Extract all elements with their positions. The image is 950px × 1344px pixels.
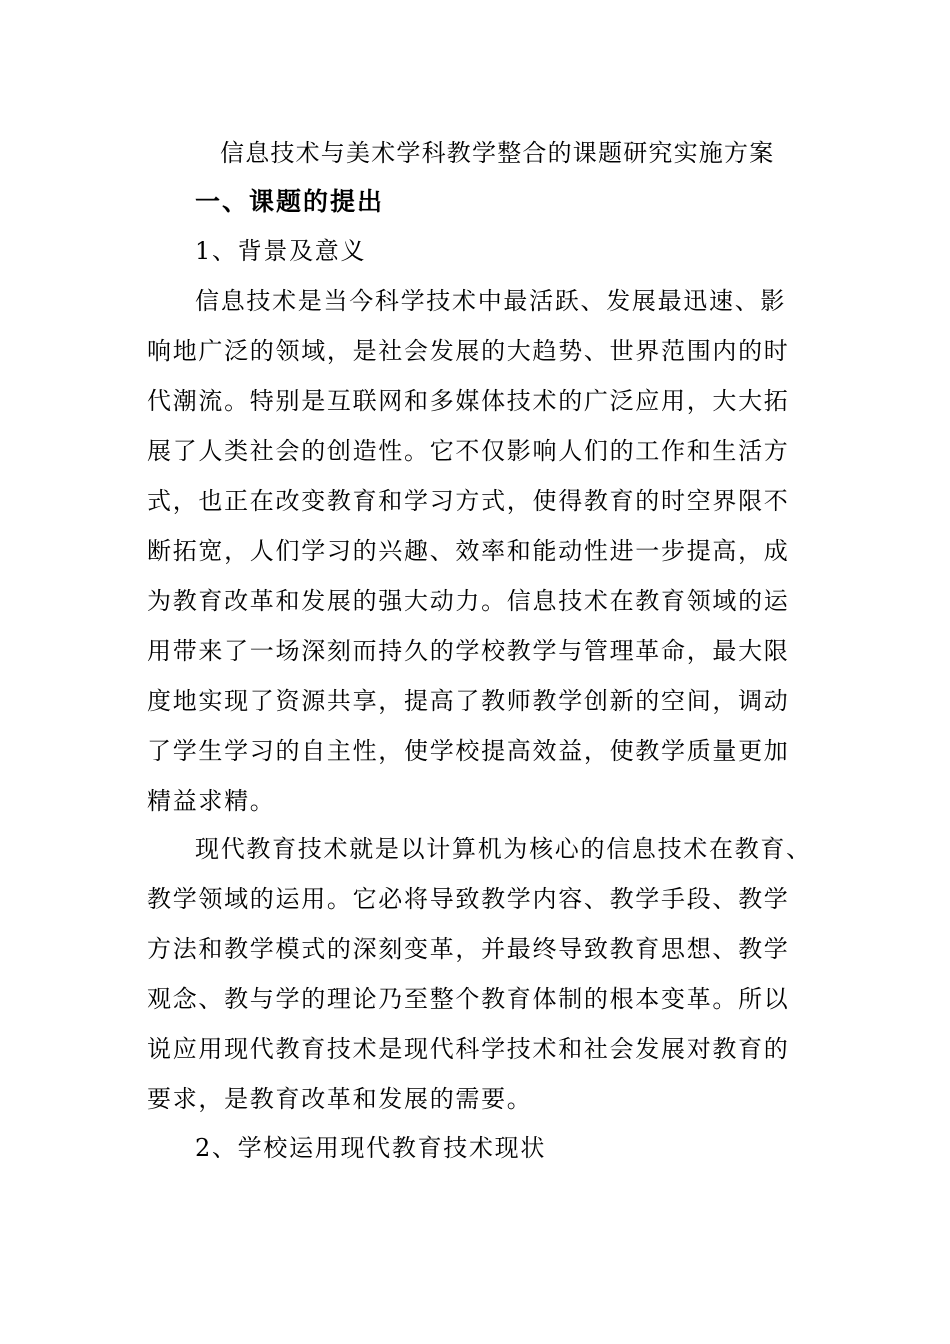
paragraph-1-line: 展了人类社会的创造性。它不仅影响人们的工作和生活方 — [147, 437, 790, 465]
paragraph-1-line: 用带来了一场深刻而持久的学校教学与管理革命，最大限 — [147, 637, 790, 665]
paragraph-2-line: 方法和教学模式的深刻变革，并最终导致教育思想、教学 — [147, 935, 790, 963]
subsection-heading-1: 1、背景及意义 — [195, 237, 367, 265]
paragraph-2-line: 现代教育技术就是以计算机为核心的信息技术在教育、 — [195, 835, 812, 863]
paragraph-1-line: 断拓宽，人们学习的兴趣、效率和能动性进一步提高，成 — [147, 537, 790, 565]
paragraph-2-line: 说应用现代教育技术是现代科学技术和社会发展对教育的 — [147, 1035, 790, 1063]
paragraph-1-line: 代潮流。特别是互联网和多媒体技术的广泛应用，大大拓 — [147, 387, 790, 415]
paragraph-1-line: 为教育改革和发展的强大动力。信息技术在教育领域的运 — [147, 587, 790, 615]
paragraph-1-line: 信息技术是当今科学技术中最活跃、发展最迅速、影 — [195, 287, 787, 315]
paragraph-1-line: 精益求精。 — [147, 787, 276, 815]
paragraph-1-line: 式，也正在改变教育和学习方式，使得教育的时空界限不 — [147, 487, 790, 515]
paragraph-2-line: 教学领域的运用。它必将导致教学内容、教学手段、教学 — [147, 885, 790, 913]
section-heading: 一、课题的提出 — [195, 187, 385, 216]
paragraph-1-line: 响地广泛的领域，是社会发展的大趋势、世界范围内的时 — [147, 337, 790, 365]
paragraph-2-line: 要求，是教育改革和发展的需要。 — [147, 1085, 533, 1113]
paragraph-1-line: 了学生学习的自主性，使学校提高效益，使教学质量更加 — [147, 737, 790, 765]
paragraph-2-line: 观念、教与学的理论乃至整个教育体制的根本变革。所以 — [147, 985, 790, 1013]
subsection-heading-2: 2、学校运用现代教育技术现状 — [195, 1134, 547, 1162]
document-title: 信息技术与美术学科教学整合的课题研究实施方案 — [220, 139, 775, 167]
paragraph-1-line: 度地实现了资源共享，提高了教师教学创新的空间，调动 — [147, 687, 790, 715]
